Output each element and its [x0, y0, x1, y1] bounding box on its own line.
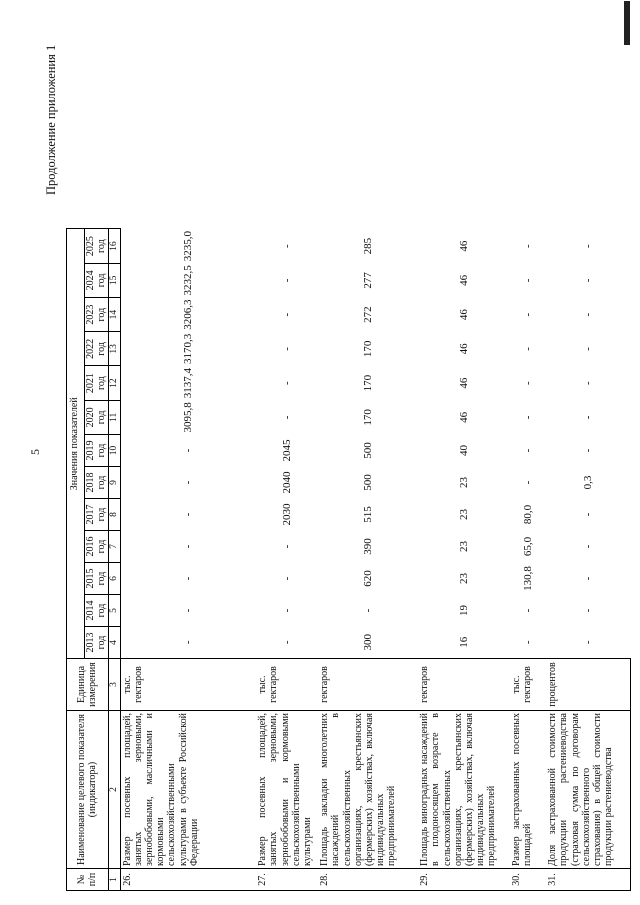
value-cell: - [581, 448, 594, 453]
value-cell: 170 [361, 409, 374, 426]
continuation-note: Продолжение приложения 1 [44, 44, 58, 195]
value-cell: 2045 [280, 439, 293, 462]
indicator-name: Размер посевных площадей, занятых зерновыми, зернобобовыми и кормовыми сельскохозяйственными культурами [256, 711, 318, 869]
value-cell: 2030 [280, 503, 293, 526]
header-indicator-name: Наименование целевого показателя (индикатора) [67, 711, 109, 869]
indicator-name: Доля застрахованной стоимости продукции растениеводства (страховая сумма по договорам сельскохозяйственного страхования) в общей стоимости продукции растениеводства [546, 711, 630, 869]
value-cell: - [581, 608, 594, 613]
value-cell: - [521, 312, 534, 317]
table-row [318, 229, 418, 891]
value-cell: 46 [457, 240, 470, 252]
column-index: 9 [109, 467, 121, 499]
indicator-name: Площадь виноградных насаждений в плодоносящем возрасте в сельскохозяйственных организациях, крестьянских (фермерских) хозяйствах, включая индивидуальных предпринимателей [418, 711, 510, 869]
year-header: 2019 год [85, 435, 109, 467]
row-number: 31. [546, 869, 630, 891]
value-cell: - [280, 347, 293, 351]
value-cell: - [581, 576, 594, 581]
value-cell: 23 [457, 573, 470, 584]
column-index: 6 [109, 563, 121, 595]
scan-edge-mark [624, 1, 630, 45]
row-number: 27. [256, 869, 318, 891]
column-index: 5 [109, 595, 121, 627]
year-header: 2021 год [85, 366, 109, 400]
column-index: 14 [109, 298, 121, 332]
value-cell: - [280, 381, 293, 385]
year-header: 2013 год [85, 627, 109, 659]
value-cell: 46 [457, 411, 470, 423]
unit-cell: гектаров [318, 659, 418, 711]
value-cell: - [521, 480, 534, 485]
value-cell: 3095,8 [182, 402, 195, 433]
unit-cell: тыс. гектаров [120, 659, 256, 711]
value-cell: - [280, 640, 293, 645]
value-cell: - [521, 278, 534, 283]
value-cell: - [182, 512, 195, 517]
value-cell: 16 [457, 636, 470, 648]
value-cell: - [182, 608, 195, 613]
row-number: 29. [418, 869, 510, 891]
value-cell: - [361, 608, 374, 613]
value-cell: - [182, 544, 195, 549]
table-row [418, 229, 510, 891]
column-index: 2 [109, 711, 121, 869]
value-cell: 46 [457, 274, 470, 286]
unit-cell: тыс. гектаров [510, 659, 546, 711]
value-cell: - [581, 312, 594, 317]
value-cell: 65,0 [521, 536, 534, 557]
value-cell: 277 [361, 272, 374, 289]
value-cell: - [280, 544, 293, 549]
value-cell: 40 [457, 445, 470, 456]
year-header: 2020 год [85, 400, 109, 434]
value-cell: - [280, 415, 293, 420]
value-cell: - [182, 448, 195, 453]
value-cell: - [521, 448, 534, 453]
indicator-name: Площадь закладки многолетних насаждений в сельскохозяйственных организациях, крестьянских (фермерских) хозяйствах, включая индивидуальных предпринимателей [318, 711, 418, 869]
column-index: 4 [109, 627, 121, 659]
value-cell: 300 [361, 634, 374, 651]
table-row [546, 229, 630, 891]
value-cell: - [581, 381, 594, 385]
column-index: 1 [109, 869, 121, 891]
value-cell: 515 [361, 506, 374, 523]
column-index: 12 [109, 366, 121, 400]
value-cell: 500 [361, 474, 374, 491]
value-cell: 3232,5 [182, 265, 195, 296]
column-index: 13 [109, 332, 121, 366]
column-index: 8 [109, 499, 121, 531]
value-cell: 390 [361, 538, 374, 555]
year-header: 2016 год [85, 531, 109, 563]
value-cell: 2040 [280, 471, 293, 494]
value-cell: - [521, 640, 534, 645]
value-cell: - [280, 608, 293, 613]
value-cell: 3206,3 [182, 299, 195, 330]
value-cell: - [521, 244, 534, 248]
year-header: 2023 год [85, 298, 109, 332]
value-cell: 285 [361, 237, 374, 255]
value-cell: 0,3 [581, 475, 594, 490]
value-cell: 272 [361, 306, 374, 323]
table-row [510, 229, 546, 891]
value-cell: 500 [361, 442, 374, 459]
indicator-name: Размер посевных площадей, занятых зерновыми, зернобобовыми, масличными и кормовыми сельскохозяйственными культурами в субъекте Российской Федерации [120, 711, 256, 869]
value-cell: - [280, 576, 293, 581]
table-row [256, 229, 318, 891]
value-cell: 130,8 [521, 566, 534, 591]
value-cell: - [581, 347, 594, 351]
value-cell: 620 [361, 570, 374, 587]
value-cell: 80,0 [521, 504, 534, 525]
value-cell: - [581, 278, 594, 283]
value-cell: - [521, 381, 534, 385]
value-cell: 19 [457, 605, 470, 616]
year-header: 2024 год [85, 263, 109, 297]
value-cell: 46 [457, 309, 470, 321]
value-cell: 46 [457, 377, 470, 389]
indicator-name: Размер застрахованных посевных площадей [510, 711, 546, 869]
value-cell: 23 [457, 509, 470, 520]
unit-cell: гектаров [418, 659, 510, 711]
value-cell: 170 [361, 340, 374, 358]
year-header: 2018 год [85, 467, 109, 499]
value-cell: - [581, 512, 594, 517]
value-cell: 3235,0 [182, 231, 195, 262]
value-cell: - [280, 244, 293, 248]
value-cell: - [581, 415, 594, 420]
value-cell: - [521, 347, 534, 351]
year-header: 2017 год [85, 499, 109, 531]
value-cell: - [581, 244, 594, 248]
value-cell: 46 [457, 343, 470, 355]
year-header: 2014 год [85, 595, 109, 627]
column-index: 16 [109, 229, 121, 263]
value-cell: - [280, 312, 293, 317]
row-number: 28. [318, 869, 418, 891]
column-index: 7 [109, 531, 121, 563]
value-cell: 3170,3 [182, 333, 195, 364]
value-cell: 170 [361, 374, 374, 392]
value-cell: - [521, 415, 534, 420]
table-row [120, 229, 256, 891]
column-index: 15 [109, 263, 121, 297]
value-cell: - [581, 544, 594, 549]
value-cell: - [182, 480, 195, 485]
column-index: 11 [109, 400, 121, 434]
unit-cell: процентов [546, 659, 630, 711]
indicators-table [66, 229, 631, 892]
value-cell: - [182, 576, 195, 581]
year-header: 2015 год [85, 563, 109, 595]
unit-cell: тыс. гектаров [256, 659, 318, 711]
header-values: Значения показателей [67, 229, 85, 659]
column-index: 3 [109, 659, 121, 711]
year-header: 2022 год [85, 332, 109, 366]
value-cell: - [280, 278, 293, 283]
value-cell: 23 [457, 541, 470, 552]
value-cell: - [521, 608, 534, 613]
value-cell: - [581, 640, 594, 645]
row-number: 30. [510, 869, 546, 891]
value-cell: 3137,4 [182, 368, 195, 399]
value-cell: 23 [457, 477, 470, 488]
header-number: № п/п [67, 869, 109, 891]
row-number: 26. [120, 869, 256, 891]
page-number: 5 [28, 449, 42, 455]
column-index: 10 [109, 435, 121, 467]
year-header: 2025 год [85, 229, 109, 263]
header-unit: Единица измерения [67, 659, 109, 711]
value-cell: - [182, 640, 195, 645]
